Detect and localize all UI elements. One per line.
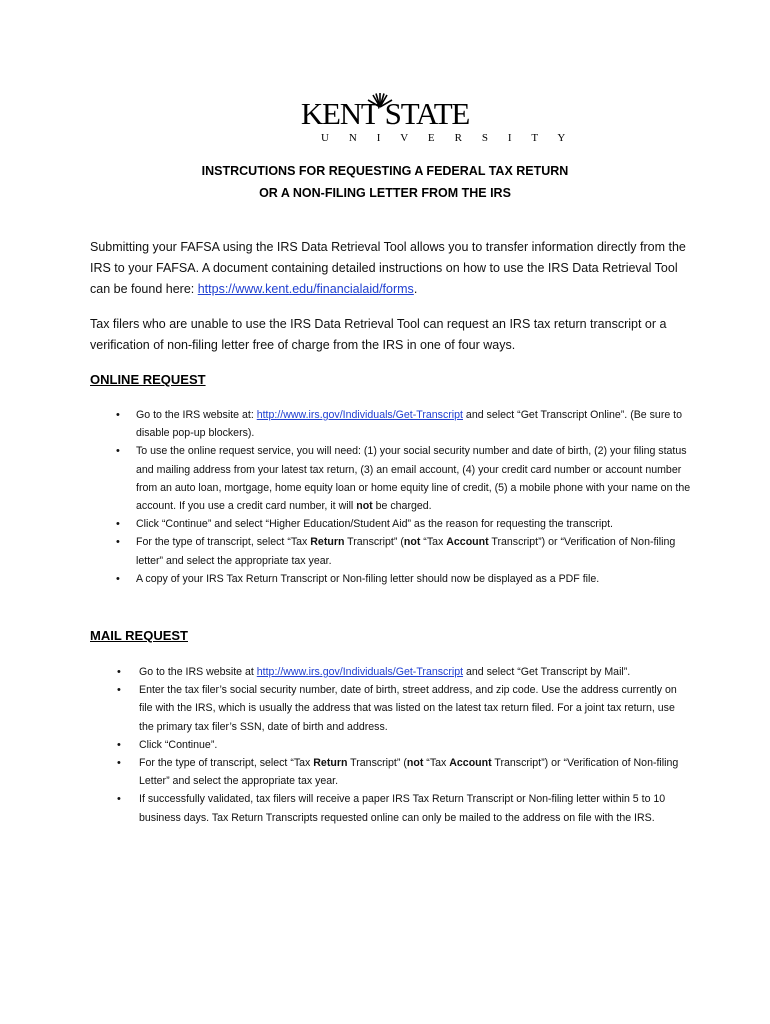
bold-not: not [406, 757, 424, 770]
list-item [0, 406, 691, 442]
step-text: Click “Continue”. [139, 738, 218, 751]
bold-not: not [403, 536, 421, 549]
step-text: To use the online request service, you will need: (1) your social security number and date of birth, (2) your filing status and mailing address from your latest tax return, (3) an email account, (4) your credit card number or account number from an auto loan, mortgage, home equity loan or home equity line of credit, (5) a mobile phone with your name on the account. If you use a credit card number, it will [136, 445, 691, 513]
intro-text: Submitting your FAFSA using the IRS Data Retrieval Tool allows you to transfer information directly from the IRS to your FAFSA. A document containing detailed instructions on how to use the IRS Data Retrieval Tool can be found here: [90, 240, 686, 296]
bold-not: not [356, 500, 373, 513]
bullet-icon: • [117, 793, 121, 806]
irs-transcript-link[interactable]: http://www.irs.gov/Individuals/Get-Transcript [256, 666, 464, 678]
step-text: Go to the IRS website at: [136, 409, 257, 421]
bullet-icon: • [116, 536, 120, 549]
forms-link[interactable]: https://www.kent.edu/financialaid/forms [197, 282, 414, 296]
intro-period: . [413, 282, 418, 296]
bold-account: Account [449, 757, 492, 770]
list-item [0, 681, 691, 736]
kent-state-logo [299, 92, 574, 148]
logo-university: U N I V E R S I T Y [321, 132, 574, 144]
step-text-post: and select “Get Transcript by Mail”. [463, 666, 631, 678]
list-item [0, 515, 691, 533]
list-item [0, 570, 691, 588]
step-text: Enter the tax filer’s social security number, date of birth, street address, and zip code. Use the address currently on file with the IRS, which is usually the address that was listed on the latest tax return filed. For a joint tax return, use the primary tax filer’s SSN, date of birth and address. [139, 684, 677, 733]
list-item [0, 736, 691, 754]
step-text: Transcript”) or “Verification of Non-filing Letter” and select the appropriate tax year. [139, 757, 679, 788]
bullet-icon: • [117, 684, 121, 697]
bullet-icon: • [116, 409, 120, 421]
list-item [0, 754, 691, 790]
step-text: Go to the IRS website at [139, 666, 257, 678]
bullet-icon: • [117, 738, 121, 751]
logo-wordmark: KENT STATE [300, 96, 470, 131]
step-text: “Tax [420, 536, 447, 549]
bullet-icon: • [117, 666, 121, 678]
step-text-post: and select “Get Transcript Online”. (Be sure to disable pop-up blockers). [136, 409, 683, 440]
step-text: A copy of your IRS Tax Return Transcript or Non-filing letter should now be displayed as a PDF file. [136, 572, 600, 585]
mail-steps-list [0, 663, 770, 827]
step-text: Transcript” ( [347, 757, 407, 770]
list-item [0, 790, 691, 826]
bold-return: Return [310, 536, 345, 549]
step-text: Click “Continue” and select “Higher Education/Student Aid” as the reason for requesting the transcript. [136, 518, 613, 531]
list-item [0, 663, 691, 681]
step-text: For the type of transcript, select “Tax [136, 536, 311, 549]
bullet-icon: • [117, 757, 121, 770]
step-text: For the type of transcript, select “Tax [139, 757, 314, 770]
document-title-line1: INSTRCUTIONS FOR REQUESTING A FEDERAL TAX RETURN [201, 164, 569, 178]
bold-account: Account [446, 536, 489, 549]
step-text: “Tax [423, 757, 450, 770]
list-item [0, 533, 691, 569]
mail-request-heading: MAIL REQUEST [90, 628, 188, 643]
step-text-post: be charged. [372, 500, 432, 513]
online-request-heading: ONLINE REQUEST [90, 372, 206, 387]
bullet-icon: • [116, 445, 120, 458]
document-title-line2: OR A NON-FILING LETTER FROM THE IRS [259, 186, 511, 200]
list-item [0, 442, 691, 515]
online-steps-list [0, 406, 770, 588]
step-text: Transcript” ( [344, 536, 404, 549]
options-paragraph: Tax filers who are unable to use the IRS Data Retrieval Tool can request an IRS tax return transcript or a verification of non-filing letter free of charge from the IRS in one of four ways. [90, 317, 667, 352]
step-text: If successfully validated, tax filers will receive a paper IRS Tax Return Transcript or Non-filing letter within 5 to 10 business days. Tax Return Transcripts requested online can only be mailed to the address on file with the IRS. [139, 793, 666, 824]
bold-return: Return [313, 757, 348, 770]
irs-transcript-link[interactable]: http://www.irs.gov/Individuals/Get-Transcript [256, 409, 463, 421]
intro-paragraph [90, 237, 690, 300]
bullet-icon: • [116, 518, 120, 531]
bullet-icon: • [116, 572, 120, 585]
step-text: Transcript”) or “Verification of Non-filing letter” and select the appropriate tax year. [136, 536, 676, 567]
